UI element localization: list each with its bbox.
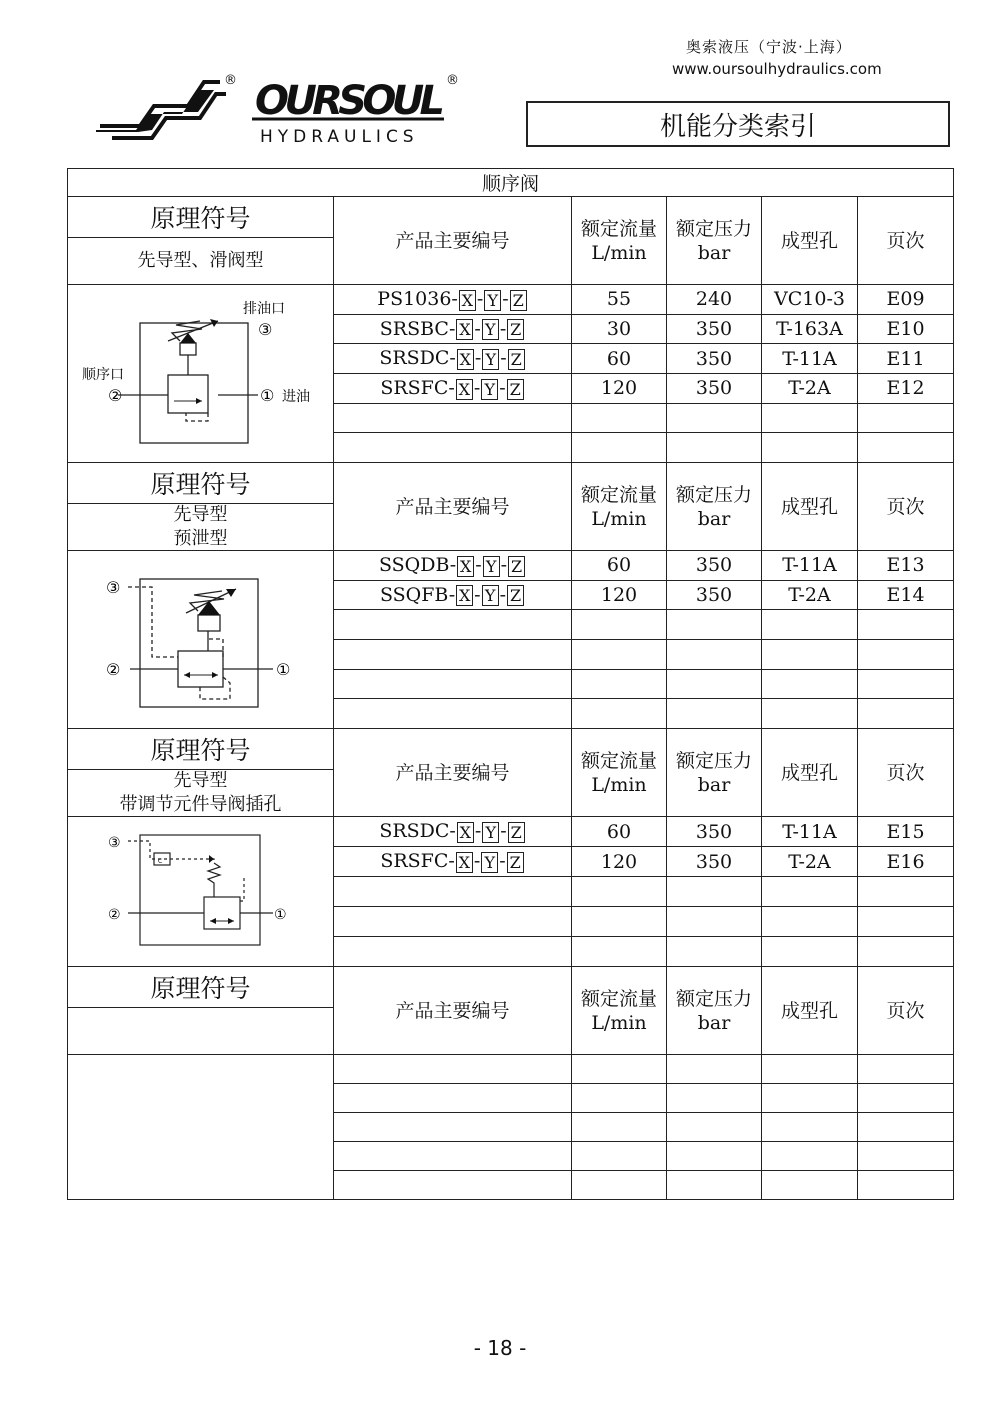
rated-pressure: 350 [667,314,762,344]
empty-cell [667,907,762,937]
empty-cell [762,610,858,640]
company-name: 奥索液压（宁波·上海） [686,38,852,56]
empty-cell [667,1055,762,1084]
cavity: T-2A [762,580,858,610]
rated-pressure: 350 [667,551,762,581]
rated-flow: 60 [572,551,667,581]
rated-pressure: 350 [667,847,762,877]
empty-cell [858,403,954,433]
diag-port-1: ① [260,386,275,405]
empty-cell [334,403,572,433]
col-header-cavity: 成型孔 [762,729,858,817]
col-header-page: 页次 [858,463,954,551]
rated-flow: 120 [572,847,667,877]
schematic-cell [68,285,334,463]
empty-cell [572,1055,667,1084]
col-header-cavity: 成型孔 [762,197,858,285]
empty-cell [572,937,667,967]
empty-cell [762,907,858,937]
rated-pressure: 350 [667,580,762,610]
rated-flow: 60 [572,344,667,374]
empty-cell [858,1055,954,1084]
cavity: T-11A [762,344,858,374]
diag-label-inlet: 进油 [282,389,310,405]
symbol-header-cell [68,197,334,285]
empty-cell [762,1084,858,1113]
svg-text:®: ® [446,73,459,88]
empty-cell [667,403,762,433]
symbol-title: 原理符号 [68,967,333,1008]
symbol-title: 原理符号 [68,197,333,238]
symbol-header-cell [68,729,334,817]
empty-cell [572,669,667,699]
cavity: T-11A [762,551,858,581]
empty-cell [858,639,954,669]
symbol-subtitle: 先导型 [173,504,228,525]
col-header-pressure: 额定压力 bar [667,967,762,1055]
empty-cell [572,877,667,907]
rated-flow: 120 [572,580,667,610]
col-header-flow: 额定流量 L/min [572,729,667,817]
rated-pressure: 240 [667,285,762,315]
diag-label-drain: 排油口 [243,301,285,317]
cavity: T-163A [762,314,858,344]
col-header-pressure: 额定压力 bar [667,463,762,551]
empty-cell [762,403,858,433]
symbol-subtitle: 预泄型 [173,528,228,549]
symbol-subtitle: 带调节元件导阀插孔 [119,794,282,815]
product-code: SRSFC- X - Y - Z [334,847,572,877]
empty-cell [667,639,762,669]
empty-cell [572,403,667,433]
empty-cell [572,1084,667,1113]
col-header-flow: 额定流量 L/min [572,197,667,285]
sequence-valve-table [67,168,954,1200]
empty-cell [858,1142,954,1171]
empty-cell [572,1171,667,1200]
empty-cell [858,433,954,463]
diag-port-3: ③ [106,578,121,597]
empty-cell [858,907,954,937]
diag-port-2: ② [108,386,123,405]
empty-cell [334,907,572,937]
col-header-page: 页次 [858,967,954,1055]
product-code: SSQDB- X - Y - Z [334,551,572,581]
table-row [68,817,954,847]
diag-port-3: ③ [258,320,273,339]
col-header-flow: 额定流量 L/min [572,463,667,551]
schematic-pilot-spool [68,285,334,457]
logo-brand-text: OURSOUL [255,78,445,124]
product-code: SSQFB- X - Y - Z [334,580,572,610]
product-code: SRSFC- X - Y - Z [334,373,572,403]
page-number: - 18 - [473,1336,527,1360]
page-ref: E11 [858,344,954,374]
empty-cell [667,1142,762,1171]
empty-cell [334,699,572,729]
col-header-cavity: 成型孔 [762,463,858,551]
empty-cell [762,1113,858,1142]
empty-cell [334,669,572,699]
symbol-subtitle: 先导型、滑阀型 [137,250,264,271]
page-ref: E09 [858,285,954,315]
table-row [68,551,954,581]
col-header-pressure: 额定压力 bar [667,197,762,285]
rated-pressure: 350 [667,344,762,374]
symbol-title: 原理符号 [68,729,333,770]
diag-port-2: ② [106,660,121,679]
col-header-code: 产品主要编号 [334,197,572,285]
empty-cell [762,699,858,729]
empty-cell [762,669,858,699]
empty-cell [762,877,858,907]
empty-cell [334,639,572,669]
empty-cell [858,669,954,699]
empty-cell [334,937,572,967]
schematic-cell [68,551,334,729]
product-code: SRSDC- X - Y - Z [334,817,572,847]
page-ref: E13 [858,551,954,581]
table-row [68,1055,954,1084]
empty-cell [334,1113,572,1142]
empty-cell [762,937,858,967]
empty-cell [572,699,667,729]
empty-cell [572,1113,667,1142]
empty-cell [334,433,572,463]
cavity: VC10-3 [762,285,858,315]
empty-cell [334,610,572,640]
logo-sub-text: HYDRAULICS [260,127,419,147]
empty-cell [667,877,762,907]
table-row [68,285,954,315]
rated-pressure: 350 [667,373,762,403]
website-url: www.oursoulhydraulics.com [672,60,882,78]
schematic-pilot-adjustable [68,817,334,961]
symbol-header-cell [68,463,334,551]
empty-cell [572,907,667,937]
rated-pressure: 350 [667,817,762,847]
product-code: SRSBC- X - Y - Z [334,314,572,344]
empty-cell [334,1084,572,1113]
empty-cell [572,610,667,640]
col-header-code: 产品主要编号 [334,967,572,1055]
page-ref: E14 [858,580,954,610]
cavity: T-2A [762,847,858,877]
col-header-pressure: 额定压力 bar [667,729,762,817]
empty-cell [762,1171,858,1200]
col-header-code: 产品主要编号 [334,729,572,817]
empty-cell [667,1171,762,1200]
page-ref: E12 [858,373,954,403]
col-header-page: 页次 [858,197,954,285]
index-title-box: 机能分类索引 [526,101,950,147]
diag-port-1: ① [276,660,291,679]
oursoul-logo [92,70,472,150]
col-header-code: 产品主要编号 [334,463,572,551]
empty-cell [667,937,762,967]
empty-cell [334,1055,572,1084]
page-ref: E15 [858,817,954,847]
page-ref: E10 [858,314,954,344]
empty-cell [762,1142,858,1171]
cavity: T-11A [762,817,858,847]
symbol-subtitle: 先导型 [173,770,228,791]
col-header-flow: 额定流量 L/min [572,967,667,1055]
schematic-cell [68,1055,334,1200]
product-code: PS1036- X - Y - Z [334,285,572,315]
col-header-cavity: 成型孔 [762,967,858,1055]
symbol-header-cell [68,967,334,1055]
empty-cell [667,669,762,699]
diag-port-3: ③ [108,835,121,851]
product-code: SRSDC- X - Y - Z [334,344,572,374]
empty-cell [667,610,762,640]
empty-cell [762,639,858,669]
table-title: 顺序阀 [68,169,954,197]
empty-cell [572,1142,667,1171]
empty-cell [334,1142,572,1171]
empty-cell [762,1055,858,1084]
svg-text:®: ® [224,73,237,88]
empty-cell [858,1084,954,1113]
empty-cell [858,877,954,907]
symbol-title: 原理符号 [68,463,333,504]
empty-cell [858,1113,954,1142]
empty-cell [334,1171,572,1200]
empty-cell [858,937,954,967]
empty-cell [858,1171,954,1200]
empty-cell [572,639,667,669]
rated-flow: 55 [572,285,667,315]
schematic-cell [68,817,334,967]
cavity: T-2A [762,373,858,403]
empty-cell [667,1113,762,1142]
diag-port-2: ② [108,907,121,923]
empty-cell [667,433,762,463]
diag-label-seq: 顺序口 [82,367,124,383]
rated-flow: 30 [572,314,667,344]
page-ref: E16 [858,847,954,877]
empty-cell [667,1084,762,1113]
diag-port-1: ① [274,907,287,923]
empty-cell [762,433,858,463]
rated-flow: 120 [572,373,667,403]
svg-text:C: C [158,858,163,865]
empty-cell [858,699,954,729]
empty-cell [858,610,954,640]
empty-cell [572,433,667,463]
empty-cell [334,877,572,907]
col-header-page: 页次 [858,729,954,817]
rated-flow: 60 [572,817,667,847]
empty-cell [667,699,762,729]
schematic-pilot-predrain [68,551,334,723]
